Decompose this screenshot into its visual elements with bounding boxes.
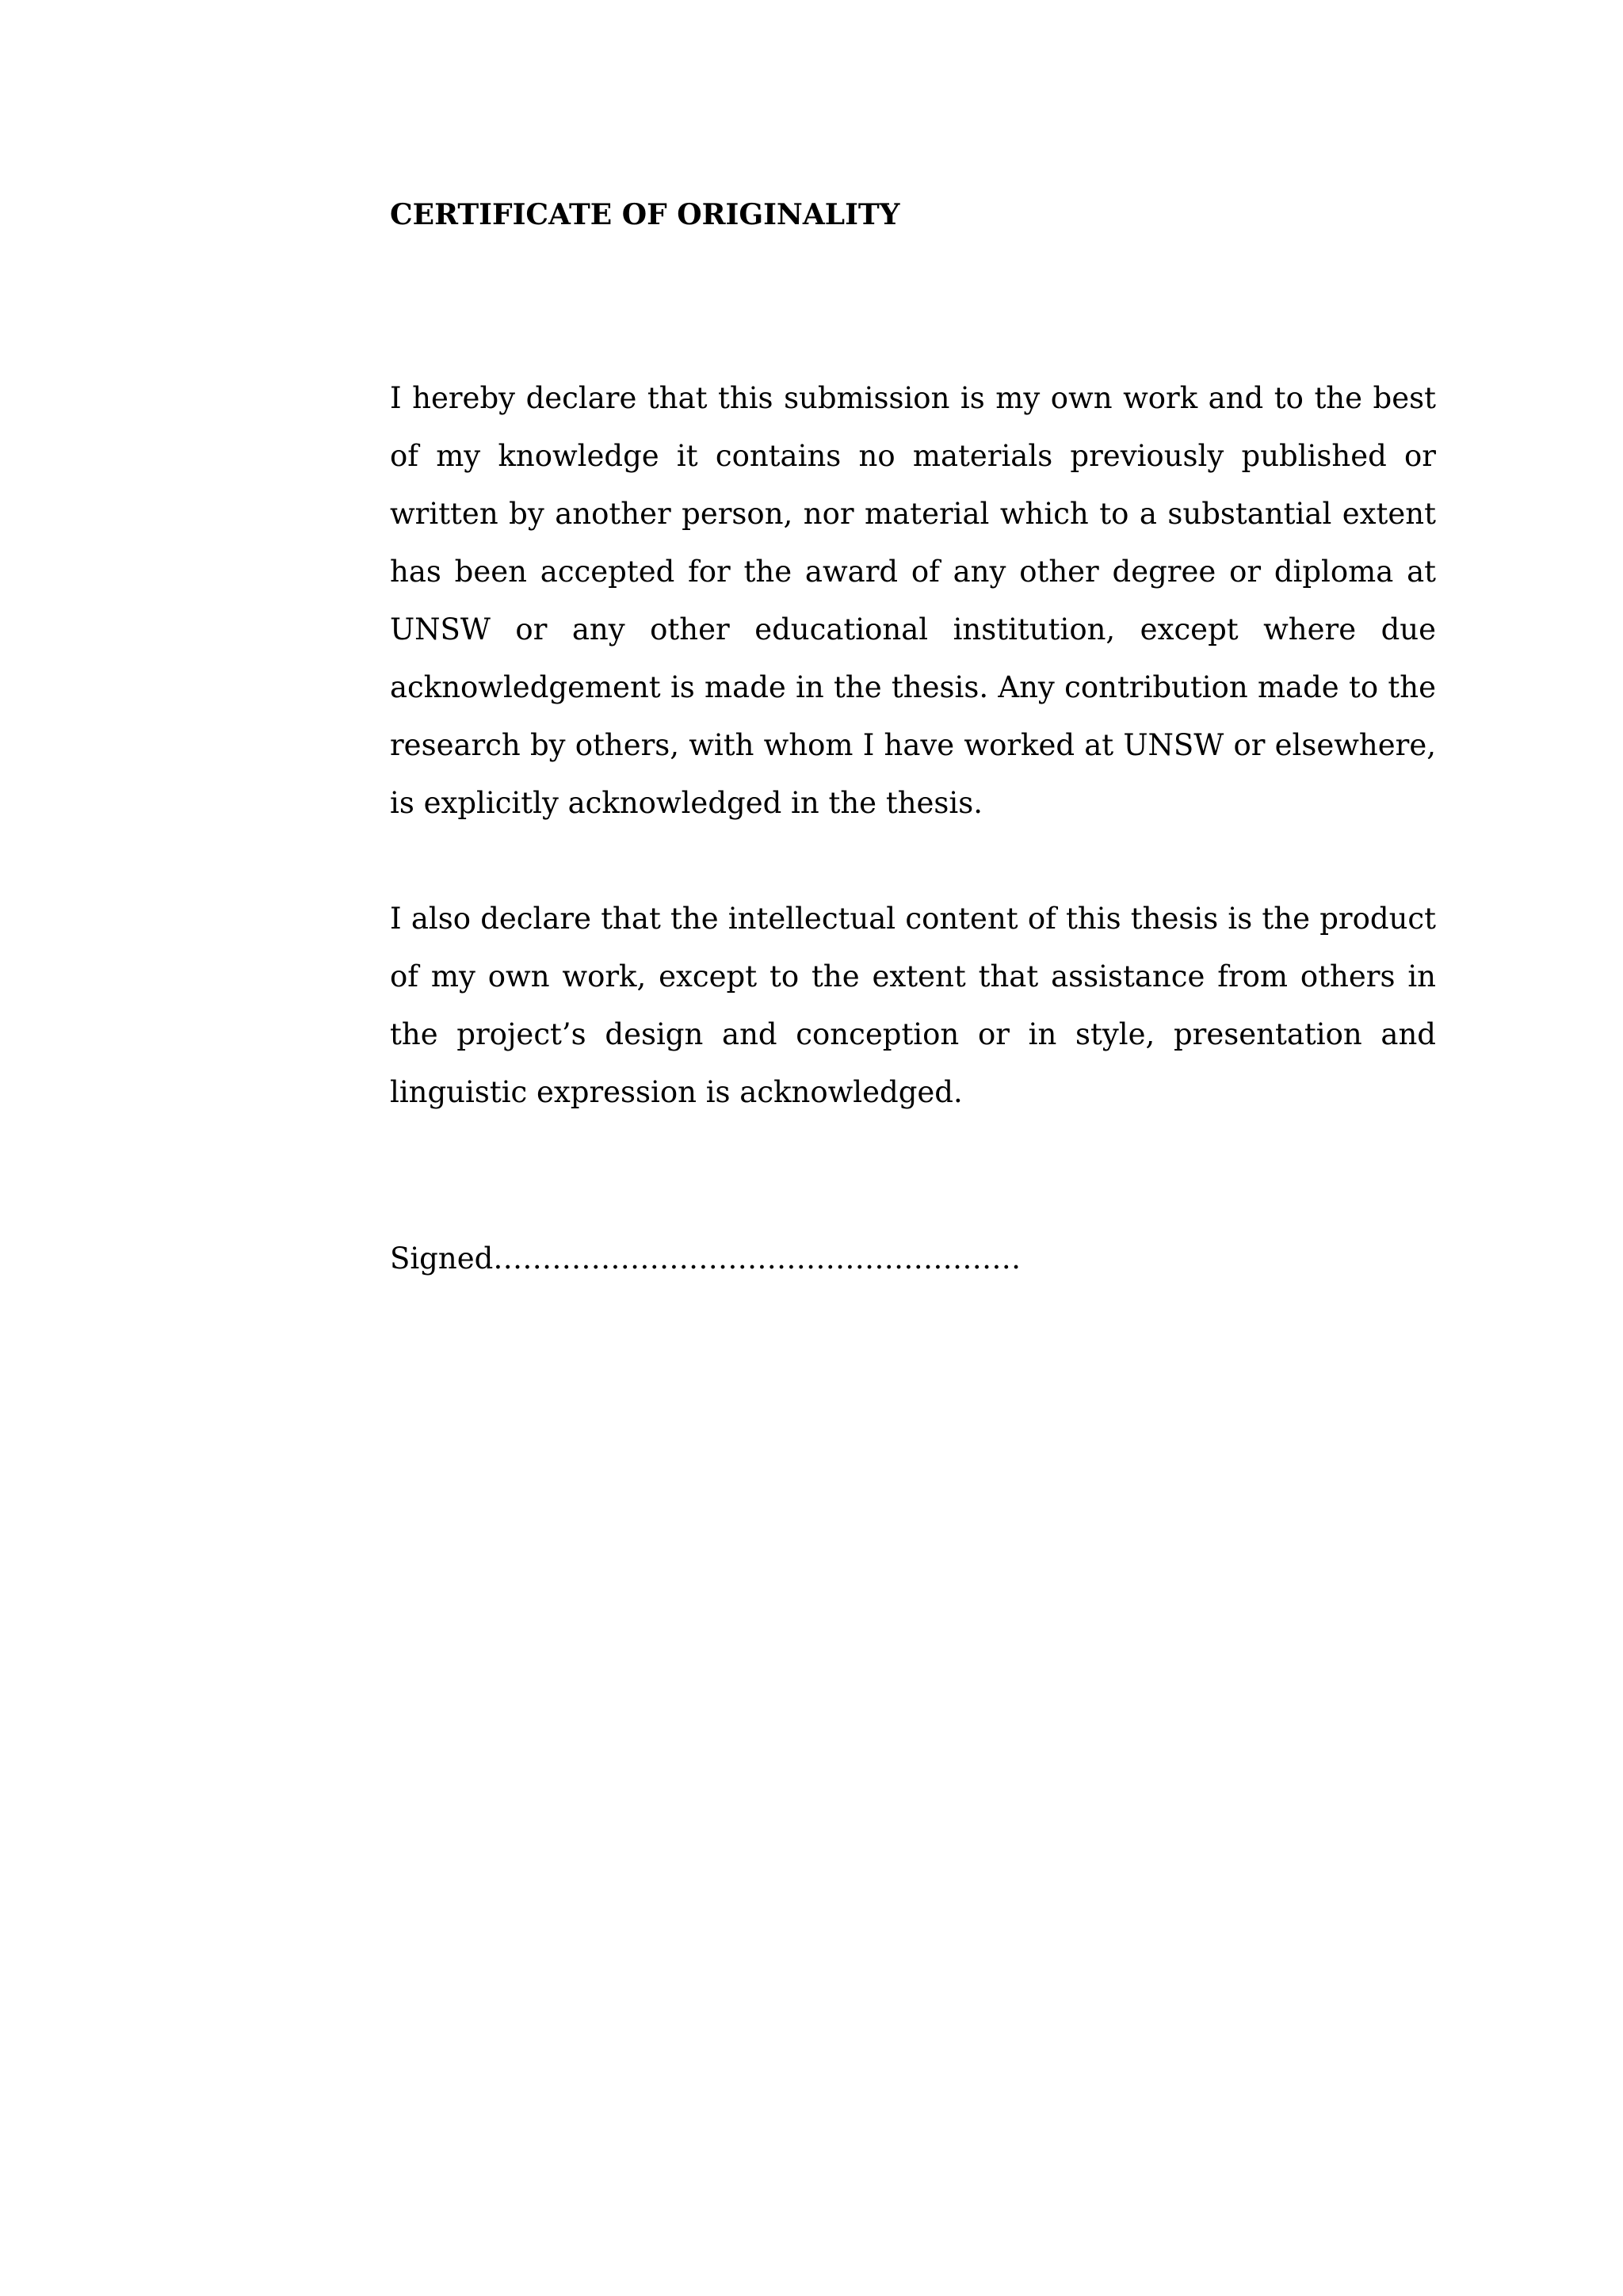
document-content — [390, 196, 1436, 1276]
declaration-paragraph-2: I also declare that the intellectual content of this thesis is the product of my own work, except to the extent that assistance from others in the project’s design and conception or in style, presentation and linguistic expression is acknowledged. — [390, 902, 1436, 1109]
declaration-paragraph-1: I hereby declare that this submission is my own work and to the best of my knowledge it contains no materials previously published or written by another person, nor material which to a substantial extent has been accepted for the award of any other degree or diploma at UNSW or any other educational institution, except where due acknowledgement is made in the thesis. Any contribution made to the research by others, with whom I have worked at UNSW or elsewhere, is explicitly acknowledged in the thesis. — [390, 381, 1436, 820]
certificate-title: CERTIFICATE OF ORIGINALITY — [390, 198, 900, 231]
signature-line: Signed……………………………………………… — [390, 1241, 1022, 1276]
